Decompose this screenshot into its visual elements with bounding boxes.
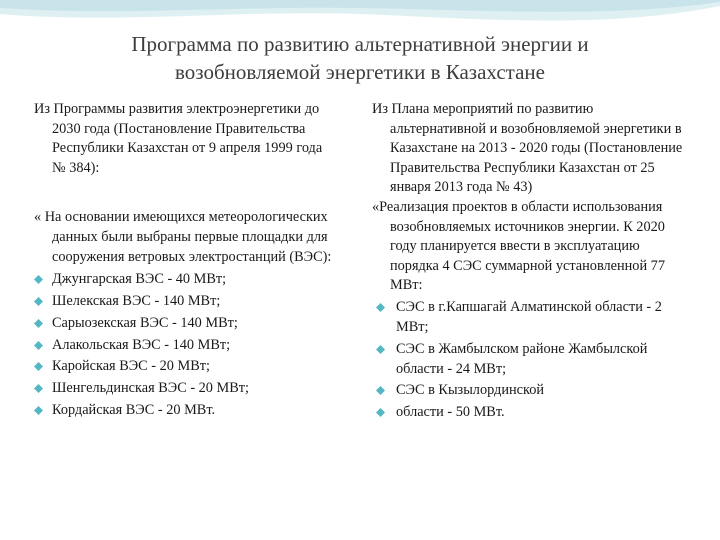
bullet-icon [34,384,43,393]
list-item [372,381,692,401]
list-item-text: Джунгарская ВЭС - 40 МВт; [52,270,227,287]
list-item [34,401,334,421]
left-intro: Из Программы развития электроэнергетики до 2030 года (Постановление Правительства Республики Казахстан от 9 апреля 1999 года № 384): [34,101,323,176]
list-item [372,340,692,379]
right-column [372,100,692,423]
bullet-icon [376,408,385,417]
list-item [34,379,334,399]
title-line-2: возобновляемой энергетики в Казахстане [175,60,545,84]
list-item [34,270,334,290]
bullet-icon [34,341,43,350]
list-item [34,336,334,356]
bullet-icon [34,406,43,415]
wind-station-list [34,270,334,422]
list-item-text: Алакольская ВЭС - 140 МВт; [52,336,231,353]
bullet-icon [34,275,43,284]
list-item [372,403,692,423]
list-item-text: Шелекская ВЭС - 140 МВт; [52,292,221,309]
solar-station-list [372,298,692,423]
list-item-text: СЭС в Кызылординской [396,382,544,399]
bullet-icon [34,362,43,371]
bullet-icon [34,319,43,328]
left-column [34,100,334,421]
title-line-1: Программа по развитию альтернативной энергии и [131,32,589,56]
left-quote: « На основании имеющихся метеорологических данных были выбраны первые площадки для сооружения ветровых электростанций (ВЭС): [34,209,332,265]
right-intro: Из Плана мероприятий по развитию альтернативной и возобновляемой энергетики в Казахстане на 2013 - 2020 годы (Постановление Правительства Республики Казахстан от 25 января 2013 года № 43) [372,101,683,196]
slide-title [60,30,660,86]
list-item-text: Кордайская ВЭС - 20 МВт. [52,402,216,419]
list-item-text: СЭС в г.Капшагай Алматинской области - 2 МВт; [396,299,662,335]
list-item [34,314,334,334]
list-item-text: Сарыозекская ВЭС - 140 МВт; [52,314,238,331]
list-item-text: Каройская ВЭС - 20 МВт; [52,358,210,375]
list-item [34,357,334,377]
bullet-icon [34,297,43,306]
right-quote: «Реализация проектов в области использования возобновляемых источников энергии. К 2020 году планируется ввести в эксплуатацию порядка 4 СЭС суммарной установленной 77 МВт: [372,198,665,294]
list-item-text: Шенгельдинская ВЭС - 20 МВт; [52,380,250,397]
bullet-icon [376,345,385,354]
list-item [34,292,334,312]
list-item-text: области - 50 МВт. [396,404,505,421]
list-item [372,298,692,337]
list-item-text: СЭС в Жамбылском районе Жамбылской области - 24 МВт; [396,340,648,377]
bullet-icon [376,303,385,312]
bullet-icon [376,386,385,395]
